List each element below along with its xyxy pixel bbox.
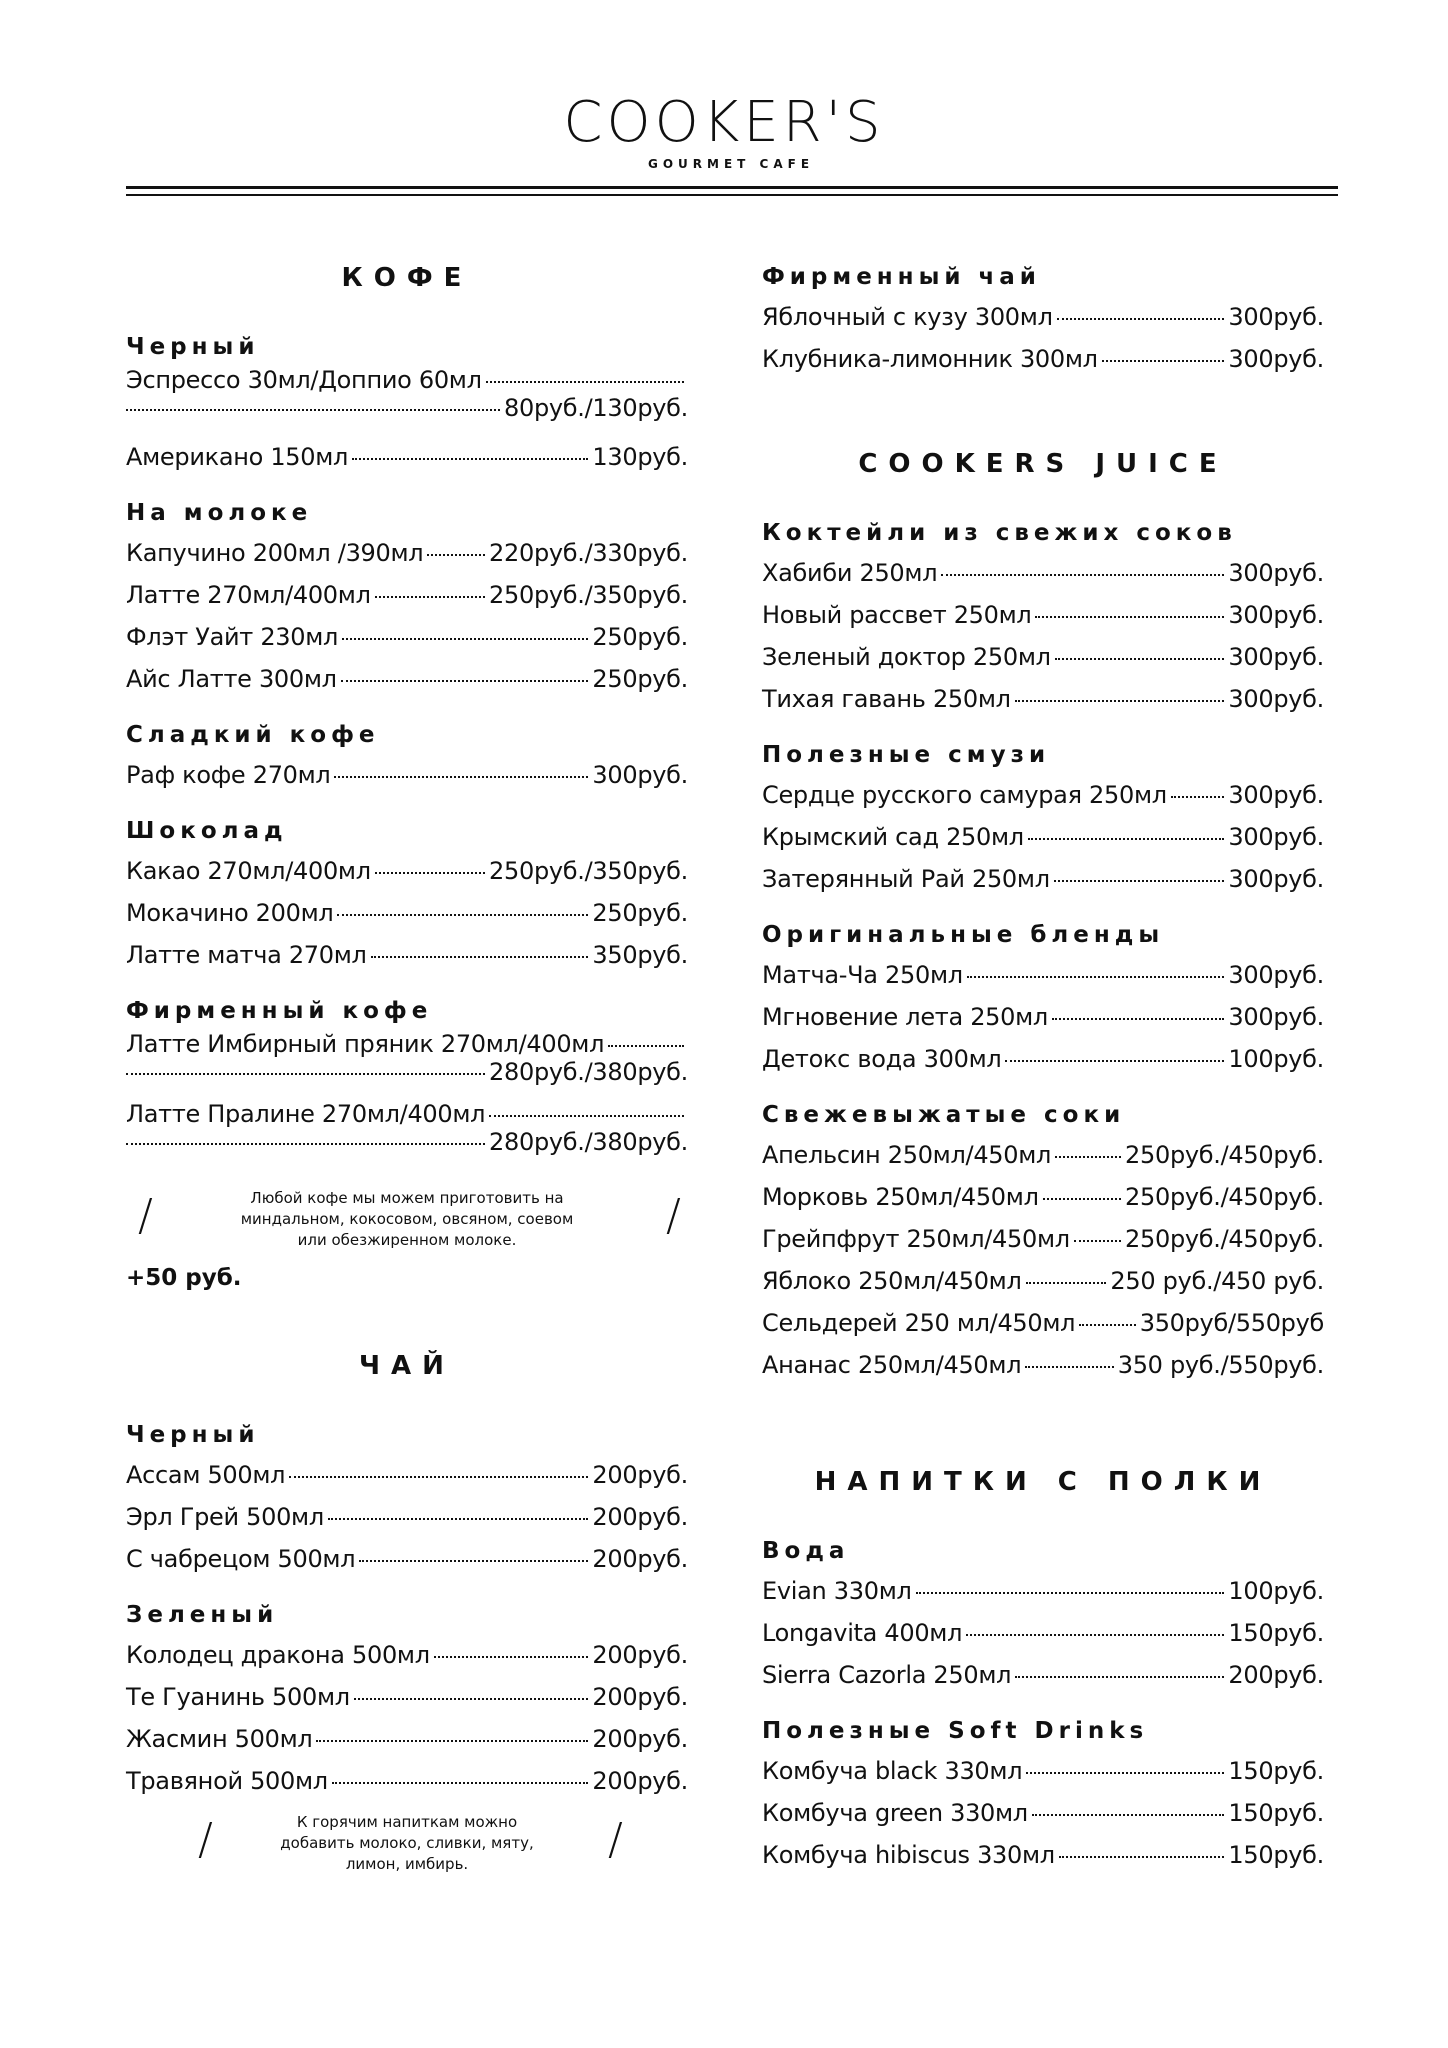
item-price: 300руб. xyxy=(1228,345,1324,373)
menu-item xyxy=(126,616,688,658)
item-price: 200руб. xyxy=(592,1725,688,1753)
left-column xyxy=(126,258,688,1878)
item-name: Морковь 250мл/450мл xyxy=(762,1183,1039,1211)
menu-item xyxy=(762,1654,1324,1696)
menu-item xyxy=(126,436,688,478)
item-name: Новый рассвет 250мл xyxy=(762,601,1032,629)
menu-item xyxy=(762,678,1324,720)
menu-item xyxy=(762,1344,1324,1386)
item-name: Затерянный Рай 250мл xyxy=(762,865,1050,893)
item-price: 220руб./330руб. xyxy=(489,539,688,567)
menu-item xyxy=(126,754,688,796)
dot-leader xyxy=(916,1592,1225,1594)
item-price: 150руб. xyxy=(1228,1841,1324,1869)
item-name: Комбуча green 330мл xyxy=(762,1799,1028,1827)
item-name: Longavita 400мл xyxy=(762,1619,963,1647)
item-price: 350руб. xyxy=(592,941,688,969)
menu-item xyxy=(126,574,688,616)
item-price: 200руб. xyxy=(592,1503,688,1531)
menu-item xyxy=(126,1454,688,1496)
menu-item xyxy=(126,658,688,700)
item-name: Травяной 500мл xyxy=(126,1767,328,1795)
dot-leader xyxy=(1057,318,1225,320)
item-price: 300руб. xyxy=(1228,685,1324,713)
item-name: Латте Имбирный пряник 270мл/400мл xyxy=(126,1030,605,1058)
menu-item xyxy=(762,1260,1324,1302)
menu-header xyxy=(0,0,1448,210)
menu-item-two-line xyxy=(126,1100,688,1156)
item-price: 300руб. xyxy=(592,761,688,789)
item-name: Раф кофе 270мл xyxy=(126,761,331,789)
dot-leader xyxy=(126,1073,485,1075)
item-price: 250руб. xyxy=(592,899,688,927)
menu-item xyxy=(126,892,688,934)
item-name: Ананас 250мл/450мл xyxy=(762,1351,1022,1379)
dot-leader xyxy=(1171,796,1225,798)
menu-list xyxy=(762,1134,1324,1386)
dot-leader xyxy=(1059,1856,1225,1858)
menu-item xyxy=(126,1676,688,1718)
item-price: 200руб. xyxy=(592,1641,688,1669)
dot-leader xyxy=(1025,1366,1113,1368)
dot-leader xyxy=(342,638,588,640)
menu-item xyxy=(762,996,1324,1038)
item-name: Хабиби 250мл xyxy=(762,559,938,587)
dot-leader xyxy=(371,956,589,958)
menu-item xyxy=(126,1760,688,1802)
item-price: 280руб./380руб. xyxy=(489,1128,688,1156)
item-name: Комбуча black 330мл xyxy=(762,1757,1023,1785)
dot-leader xyxy=(126,1143,485,1145)
dot-leader xyxy=(1055,658,1225,660)
item-name: Мгновение лета 250мл xyxy=(762,1003,1048,1031)
item-name: Яблочный с кузу 300мл xyxy=(762,303,1053,331)
subsection-title: Полезные Soft Drinks xyxy=(762,1718,1149,1744)
menu-item xyxy=(762,636,1324,678)
item-name: Какао 270мл/400мл xyxy=(126,857,371,885)
item-name: Evian 330мл xyxy=(762,1577,912,1605)
item-price: 300руб. xyxy=(1228,823,1324,851)
section-title-shelf: НАПИТКИ С ПОЛКИ xyxy=(814,1467,1272,1497)
menu-list xyxy=(126,754,688,796)
dot-leader xyxy=(941,574,1224,576)
item-name: Сельдерей 250 мл/450мл xyxy=(762,1309,1076,1337)
item-name: С чабрецом 500мл xyxy=(126,1545,356,1573)
subsection-title: Коктейли из свежих соков xyxy=(762,520,1237,546)
item-price: 300руб. xyxy=(1228,559,1324,587)
menu-item xyxy=(126,1496,688,1538)
item-name: Эрл Грей 500мл xyxy=(126,1503,324,1531)
item-price: 250руб./450руб. xyxy=(1125,1141,1324,1169)
dot-leader xyxy=(486,381,684,383)
subsection-title: Оригинальные бленды xyxy=(762,922,1165,948)
item-price: 150руб. xyxy=(1228,1757,1324,1785)
item-price: 300руб. xyxy=(1228,303,1324,331)
item-name: Флэт Уайт 230мл xyxy=(126,623,339,651)
section-title-tea: ЧАЙ xyxy=(359,1351,455,1381)
subsection-title: Фирменный чай xyxy=(762,264,1041,290)
item-price: 200руб. xyxy=(592,1683,688,1711)
item-price: 350 руб./550руб. xyxy=(1117,1351,1324,1379)
subsection-title: Зеленый xyxy=(126,1602,279,1628)
menu-list xyxy=(762,296,1324,380)
subsection-title: Черный xyxy=(126,1422,260,1448)
dot-leader xyxy=(966,1634,1224,1636)
dot-leader xyxy=(289,1476,588,1478)
menu-item xyxy=(762,858,1324,900)
menu-item xyxy=(762,1176,1324,1218)
menu-list xyxy=(126,1454,688,1580)
menu-item xyxy=(126,532,688,574)
menu-item-two-line xyxy=(126,1030,688,1086)
item-price: 300руб. xyxy=(1228,601,1324,629)
dot-leader xyxy=(1052,1018,1224,1020)
item-name: Ассам 500мл xyxy=(126,1461,286,1489)
item-name: Сердце русского самурая 250мл xyxy=(762,781,1167,809)
dot-leader xyxy=(354,1698,589,1700)
dot-leader xyxy=(1026,1772,1224,1774)
item-price: 300руб. xyxy=(1228,781,1324,809)
item-name: Крымский сад 250мл xyxy=(762,823,1024,851)
menu-item xyxy=(762,1134,1324,1176)
menu-item xyxy=(762,552,1324,594)
menu-list xyxy=(126,436,688,478)
menu-item xyxy=(762,338,1324,380)
menu-list xyxy=(762,1570,1324,1696)
dot-leader xyxy=(1079,1324,1136,1326)
dot-leader xyxy=(341,680,589,682)
menu-item xyxy=(762,1038,1324,1080)
menu-item-two-line xyxy=(126,366,688,422)
item-name: Детокс вода 300мл xyxy=(762,1045,1002,1073)
menu-list xyxy=(762,954,1324,1080)
item-price: 300руб. xyxy=(1228,643,1324,671)
dot-leader xyxy=(375,872,485,874)
tea-additions-note xyxy=(126,1810,688,1878)
item-price: 150руб. xyxy=(1228,1799,1324,1827)
dot-leader xyxy=(1054,880,1225,882)
dot-leader xyxy=(337,914,588,916)
dot-leader xyxy=(1026,1282,1107,1284)
coffee-milk-note xyxy=(126,1186,688,1254)
dot-leader xyxy=(608,1045,684,1047)
slash-left: / xyxy=(198,1814,213,1865)
item-name: Грейпфрут 250мл/450мл xyxy=(762,1225,1070,1253)
dot-leader xyxy=(332,1782,589,1784)
slash-right: / xyxy=(666,1190,681,1241)
menu-item xyxy=(762,1302,1324,1344)
subsection-title: Черный xyxy=(126,334,260,360)
section-title-coffee: КОФЕ xyxy=(341,263,473,293)
menu-item xyxy=(126,1538,688,1580)
menu-item xyxy=(126,850,688,892)
logo-text: COOKER'S xyxy=(563,90,885,155)
subsection-title: Вода xyxy=(762,1538,850,1564)
dot-leader xyxy=(375,596,485,598)
item-name: Sierra Cazorla 250мл xyxy=(762,1661,1012,1689)
item-name: Мокачино 200мл xyxy=(126,899,334,927)
menu-item xyxy=(762,296,1324,338)
slash-left: / xyxy=(138,1190,153,1241)
menu-list xyxy=(126,1634,688,1802)
item-name: Латте матча 270мл xyxy=(126,941,367,969)
dot-leader xyxy=(1015,700,1225,702)
menu-item xyxy=(762,1218,1324,1260)
item-name: Матча-Ча 250мл xyxy=(762,961,963,989)
menu-item xyxy=(126,1634,688,1676)
subsection-title: Шоколад xyxy=(126,818,288,844)
item-price: 250руб./450руб. xyxy=(1125,1225,1324,1253)
logo-subtitle: GOURMET CAFE xyxy=(647,157,815,171)
item-price: 250руб./350руб. xyxy=(489,581,688,609)
item-name: Зеленый доктор 250мл xyxy=(762,643,1051,671)
dot-leader xyxy=(1032,1814,1225,1816)
item-name: Американо 150мл xyxy=(126,443,349,471)
dot-leader xyxy=(316,1740,588,1742)
menu-item xyxy=(762,1750,1324,1792)
header-divider-top xyxy=(126,186,1338,189)
item-name: Апельсин 250мл/450мл xyxy=(762,1141,1052,1169)
item-name: Комбуча hibiscus 330мл xyxy=(762,1841,1055,1869)
item-name: Латте Пралине 270мл/400мл xyxy=(126,1100,486,1128)
dot-leader xyxy=(1102,360,1225,362)
dot-leader xyxy=(1015,1676,1224,1678)
dot-leader xyxy=(1005,1060,1224,1062)
subsection-title: Сладкий кофе xyxy=(126,722,380,748)
menu-list xyxy=(126,532,688,700)
dot-leader xyxy=(1035,616,1224,618)
extra-charge: +50 руб. xyxy=(126,1265,242,1291)
item-name: Капучино 200мл /390мл xyxy=(126,539,424,567)
item-price: 200руб. xyxy=(592,1767,688,1795)
item-price: 350руб/550руб xyxy=(1139,1309,1324,1337)
header-divider-bottom xyxy=(126,194,1338,196)
menu-item xyxy=(126,1718,688,1760)
slash-right: / xyxy=(608,1814,623,1865)
section-title-juice: COOKERS JUICE xyxy=(858,449,1228,479)
logo xyxy=(0,90,1448,171)
item-price: 80руб./130руб. xyxy=(504,394,688,422)
dot-leader xyxy=(328,1518,589,1520)
menu-list xyxy=(762,774,1324,900)
menu-item xyxy=(762,594,1324,636)
dot-leader xyxy=(1055,1156,1121,1158)
menu-item xyxy=(762,1834,1324,1876)
item-name: Эспрессо 30мл/Доппио 60мл xyxy=(126,366,482,394)
menu-list xyxy=(126,850,688,976)
menu-item xyxy=(762,774,1324,816)
item-name: Те Гуанинь 500мл xyxy=(126,1683,350,1711)
item-price: 150руб. xyxy=(1228,1619,1324,1647)
item-name: Колодец дракона 500мл xyxy=(126,1641,430,1669)
dot-leader xyxy=(1043,1198,1121,1200)
item-price: 250руб./350руб. xyxy=(489,857,688,885)
menu-item xyxy=(762,954,1324,996)
item-price: 250руб./450руб. xyxy=(1125,1183,1324,1211)
item-price: 250 руб./450 руб. xyxy=(1110,1267,1324,1295)
subsection-title: Фирменный кофе xyxy=(126,998,433,1024)
menu-list xyxy=(762,552,1324,720)
menu-item xyxy=(762,1570,1324,1612)
item-name: Яблоко 250мл/450мл xyxy=(762,1267,1022,1295)
note-text: К горячим напиткам можно добавить молоко, сливки, мяту, лимон, имбирь. xyxy=(280,1813,534,1873)
item-price: 130руб. xyxy=(592,443,688,471)
item-price: 200руб. xyxy=(1228,1661,1324,1689)
dot-leader xyxy=(427,554,485,556)
dot-leader xyxy=(967,976,1225,978)
item-price: 100руб. xyxy=(1228,1577,1324,1605)
subsection-title: На молоке xyxy=(126,500,313,526)
dot-leader xyxy=(359,1560,588,1562)
item-name: Латте 270мл/400мл xyxy=(126,581,371,609)
note-text: Любой кофе мы можем приготовить на миндальном, кокосовом, овсяном, соевом или обезжиренном молоке. xyxy=(240,1189,574,1249)
item-name: Жасмин 500мл xyxy=(126,1725,313,1753)
dot-leader xyxy=(1074,1240,1121,1242)
item-price: 200руб. xyxy=(592,1545,688,1573)
menu-item xyxy=(126,934,688,976)
dot-leader xyxy=(334,776,588,778)
menu-item xyxy=(762,816,1324,858)
item-price: 100руб. xyxy=(1228,1045,1324,1073)
menu-list xyxy=(762,1750,1324,1876)
item-name: Клубника-лимонник 300мл xyxy=(762,345,1098,373)
menu-item xyxy=(762,1792,1324,1834)
item-price: 280руб./380руб. xyxy=(489,1058,688,1086)
item-price: 200руб. xyxy=(592,1461,688,1489)
item-price: 300руб. xyxy=(1228,1003,1324,1031)
right-column xyxy=(762,258,1324,1876)
item-price: 300руб. xyxy=(1228,961,1324,989)
item-price: 250руб. xyxy=(592,623,688,651)
dot-leader xyxy=(1028,838,1225,840)
dot-leader xyxy=(352,458,588,460)
item-name: Айс Латте 300мл xyxy=(126,665,337,693)
subsection-title: Полезные смузи xyxy=(762,742,1051,768)
dot-leader xyxy=(126,409,500,411)
item-price: 250руб. xyxy=(592,665,688,693)
dot-leader xyxy=(434,1656,589,1658)
menu-item xyxy=(762,1612,1324,1654)
dot-leader xyxy=(489,1115,684,1117)
subsection-title: Свежевыжатые соки xyxy=(762,1102,1126,1128)
item-name: Тихая гавань 250мл xyxy=(762,685,1011,713)
item-price: 300руб. xyxy=(1228,865,1324,893)
